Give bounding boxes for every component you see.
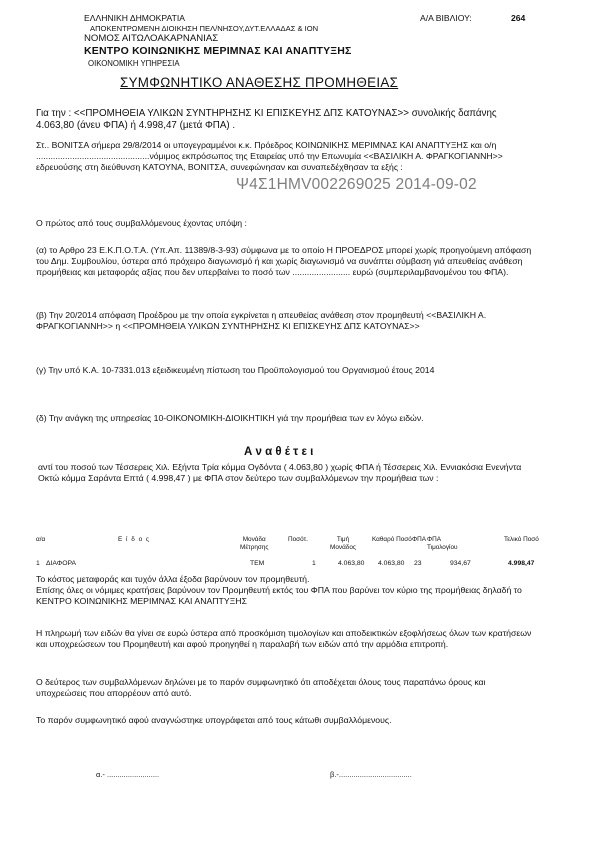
service-name: ΟΙΚΟΝΟΜΙΚΗ ΥΠΗΡΕΣΙΑ bbox=[88, 59, 180, 68]
clause-d: (δ) Την ανάγκη της υπηρεσίας 10-ΟΙΚΟΝΟΜΙΚΗ-ΔΙΟΙΚΗΤΙΚΗ γιά την προμήθεια των εν λόγω ειδών. bbox=[36, 413, 424, 423]
ada-stamp: Ψ4Σ1ΗΜV002269025 2014-09-02 bbox=[236, 176, 477, 193]
col-header-item: Ε ί δ ο ς bbox=[118, 536, 150, 543]
row-net: 4.063,80 bbox=[378, 560, 405, 567]
payment-paragraph: Η πληρωμή των ειδών θα γίνει σε ευρώ ύστερα από προσκόμιση τιμολογίων και αποδεικτικών εξοφλήσεως όλων των κρατήσεων και υποχρεώσεων του Προμηθευτή και αφού προηγηθεί η παραλαβή των ειδών από την αρμόδια επιτροπή. bbox=[36, 628, 532, 649]
col-header-net: Καθαρό Ποσό bbox=[372, 536, 412, 543]
row-vat-pct: 23 bbox=[414, 560, 422, 567]
assign-heading: Α ν α θ έ τ ε ι bbox=[244, 446, 314, 458]
row-total: 4.998,47 bbox=[508, 560, 535, 567]
document-title: ΣΥΜΦΩΝΗΤΙΚΟ ΑΝΑΘΕΣΗΣ ΠΡΟΜΗΘΕΙΑΣ bbox=[120, 75, 399, 90]
intro-paragraph: Στ.. ΒΟΝΙΤΣΑ σήμερα 29/8/2014 οι υπογεγραμμένοι κ.κ. Πρόεδρος ΚΟΙΝΩΝΙΚΗΣ ΜΕΡΙΜΝΑΣ ΚΑΙ ΑΝΑΠΤΥΞΗΣ και ο/η ...............................................νόμιμος εκπρόσωπος της Εταιρείας υπό την Επωνυμία <<ΒΑΣΙΛΙΚΗ Α. ΦΡΑΓΚΟΓΙΑΝΝΗ>> εδρευούσης στη διεύθυνση ΚΑΤΟΥΝΑ, ΒΟΝΙΤΣΑ, συνεφώνησαν και συναπεδέχθησαν τα εξής : bbox=[36, 140, 503, 172]
book-label: Α/Α ΒΙΒΛΙΟΥ: bbox=[420, 13, 472, 23]
organization-name: ΚΕΝΤΡΟ ΚΟΙΝΩΝΙΚΗΣ ΜΕΡΙΜΝΑΣ ΚΑΙ ΑΝΑΠΤΥΞΗΣ bbox=[84, 45, 352, 57]
book-number: 264 bbox=[511, 13, 526, 23]
col-header-qty: Ποσότ. bbox=[288, 536, 308, 543]
subject-paragraph: Για την : <<ΠΡΟΜΗΘΕΙΑ ΥΛΙΚΩΝ ΣΥΝΤΗΡΗΣΗΣ ΚΙ ΕΠΙΣΚΕΥΗΣ ΔΠΣ ΚΑΤΟΥΝΑΣ>> συνολικής δαπάνης 4.063,80 (άνευ ΦΠΑ) ή 4.998,47 (μετά ΦΠΑ) . bbox=[36, 108, 497, 131]
assign-paragraph: αντί του ποσού των Τέσσερεις Χιλ. Εξήντα Τρία κόμμα Ογδόντα ( 4.063,80 ) χωρίς ΦΠΑ ή Τέσσερεις Χιλ. Εννιακόσια Ενενήντα Οκτώ κόμμα Σαράντα Επτά ( 4.998,47 ) με ΦΠΑ στον δεύτερο των συμβαλλόμενων την προμήθεια των : bbox=[38, 462, 522, 483]
col-header-vat: ΦΠΑ Τιμολογίου bbox=[427, 536, 458, 551]
clause-b: (β) Την 20/2014 απόφαση Προέδρου με την οποία εγκρίνεται η απευθείας ανάθεση στον προμηθευτή <<ΒΑΣΙΛΙΚΗ Α. ΦΡΑΓΚΟΓΙΑΝΝΗ>> η <<ΠΡΟΜΗΘΕΙΑ ΥΛΙΚΩΝ ΣΥΝΤΗΡΗΣΗΣ ΚΙ ΕΠΙΣΚΕΥΗΣ ΔΠΣ ΚΑΤΟΥΝΑΣ>> bbox=[36, 310, 487, 331]
authority-name: ΑΠΟΚΕΝΤΡΩΜΕΝΗ ΔΙΟΙΚΗΣΗ ΠΕΛ/ΝΗΣΟΥ,ΔΥΤ.ΕΛΛΑΔΑΣ & ΙΟΝ bbox=[90, 24, 319, 33]
col-header-aa: α/α bbox=[36, 536, 46, 543]
clause-a: (α) το Αρθρο 23 Ε.Κ.Π.Ο.Τ.Α. (Υπ.Απ. 11389/8-3-93) σύμφωνα με το οποίο Η ΠΡΟΕΔΡΟΣ μπορεί χωρίς προηγούμενη απόφαση του Δημ. Συμβουλίου, ύστερα από πρόχειρο διαγωνισμό ή και χωρίς διαγωνισμό να συνάπτει σύμβαση γιά απευθείας ανάθεση προμήθειας και μεταφοράς αξίας που δεν υπερβαίνει το ποσό των ........................ ευρώ (συμπεριλαμβανομένου του ΦΠΑ). bbox=[36, 245, 532, 277]
signature-second: β.-................................... bbox=[330, 770, 412, 779]
closing-line: Το παρόν συμφωνητικό αφού αναγνώστηκε υπογράφεται από τους κάτωθι συμβαλλόμενους. bbox=[36, 715, 392, 725]
col-header-total: Τελικό Ποσό bbox=[504, 536, 539, 543]
row-unit: ΤΕΜ bbox=[250, 560, 265, 567]
considering-line: Ο πρώτος από τους συμβαλλόμενους έχοντας υπόψη : bbox=[36, 218, 247, 228]
col-header-unit: Μονάδα Μέτρησης bbox=[240, 536, 269, 551]
acceptance-paragraph: Ο δεύτερος των συμβαλλόμενων δηλώνει με το παρόν συμφωνητικό ότι αποδέχεται όλους τους παραπάνω όρους και υποχρεώσεις που απορρέουν από αυτό. bbox=[36, 677, 486, 698]
row-vat: 934,67 bbox=[450, 560, 471, 567]
signature-first: α.- ......................... bbox=[96, 770, 160, 779]
transport-paragraph: Το κόστος μεταφοράς και τυχόν άλλα έξοδα βαρύνουν τον προμηθευτή. Επίσης όλες οι νόμιμες κρατήσεις βαρύνουν τον Προμηθευτή εκτός του ΦΠΑ που βαρύνει τον κύριο της προμήθειας δηλαδή το ΚΕΝΤΡΟ ΚΟΙΝΩΝΙΚΗΣ ΜΕΡΙΜΝΑΣ ΚΑΙ ΑΝΑΠΤΥΞΗΣ bbox=[36, 574, 522, 606]
clause-c: (γ) Την υπό Κ.Α. 10-7331.013 εξειδικευμένη πίστωση του Προϋπολογισμού του Οργανισμού έτους 2014 bbox=[36, 365, 435, 375]
prefecture-name: ΝΟΜΟΣ ΑΙΤΩΛΟΑΚΑΡΝΑΝΙΑΣ bbox=[84, 33, 219, 44]
row-qty: 1 bbox=[312, 560, 316, 567]
row-aa: 1 bbox=[36, 560, 40, 567]
col-header-price: Τιμή Μονάδος bbox=[330, 536, 356, 551]
row-price: 4.063,80 bbox=[338, 560, 365, 567]
row-item: ΔΙΑΦΟΡΑ bbox=[46, 560, 77, 567]
country-name: ΕΛΛΗΝΙΚΗ ΔΗΜΟΚΡΑΤΙΑ bbox=[84, 13, 185, 23]
col-header-vat-pct: ΦΠΑ bbox=[412, 536, 426, 543]
